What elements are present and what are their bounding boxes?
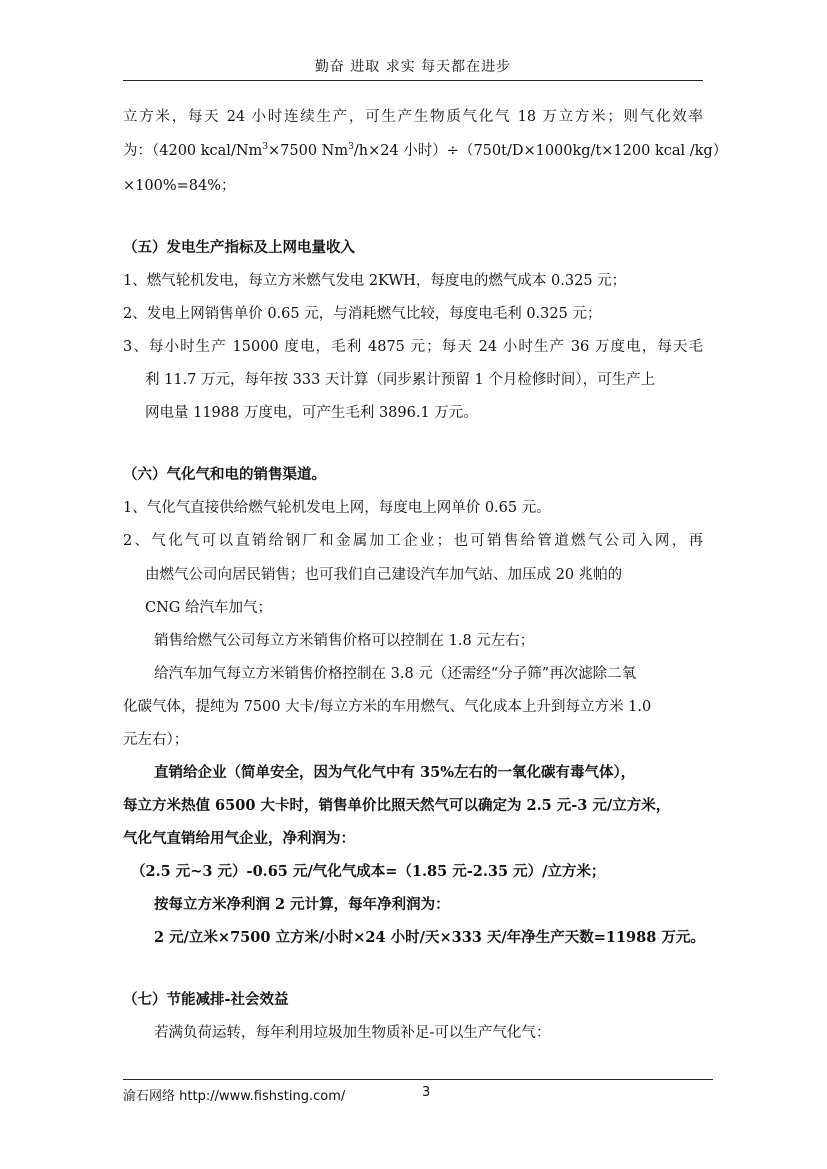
s6-bold-line-3: 气化气直销给用气企业，净利润为： xyxy=(123,830,355,847)
s6-bold-formula-1: （2.5 元~3 元）-0.65 元/气化气成本=（1.85 元-2.35 元）/立方米； xyxy=(131,863,606,880)
page-number: 3 xyxy=(422,1085,431,1100)
s6-bold-line-2: 每立方米热值 6500 大卡时，销售单价比照天然气可以确定为 2.5 元-3 元/立方米， xyxy=(123,797,671,814)
s6-bold-line-4: 按每立方米净利润 2 元计算，每年净利润为： xyxy=(154,896,450,913)
s5-item-1: 1、燃气轮机发电，每立方米燃气发电 2KWH，每度电的燃气成本 0.325 元； xyxy=(123,273,627,289)
footer-site: 渝石网络 http://www.fishsting.com/ xyxy=(123,1089,346,1104)
s6-item-2-cont-2: CNG 给汽车加气； xyxy=(145,600,272,616)
intro-line-2: 为：（4200 kcal/$Nm^3\times 7500$ $Nm^3/h\times 24$ 小时）÷（750t/D×1000kg/t×1200 kcal /kg） xyxy=(123,142,728,159)
header-rule xyxy=(123,80,703,81)
footer-rule xyxy=(123,1079,713,1080)
section-6-heading: （六）气化气和电的销售渠道。 xyxy=(123,466,326,483)
s5-item-3: 3、每小时生产 15000 度电，毛利 4875 元；每天 24 小时生产 36 万度电，每天毛 xyxy=(123,339,703,355)
s6-bold-line-1: 直销给企业（简单安全，因为气化气中有 35%左右的一氧化碳有毒气体）， xyxy=(154,764,636,781)
section-5-heading: （五）发电生产指标及上网电量收入 xyxy=(123,239,355,256)
s7-para-1: 若满负荷运转，每年利用垃圾加生物质补足-可以生产气化气： xyxy=(154,1025,551,1041)
s6-para-car-gas-1: 给汽车加气每立方米销售价格控制在 3.8 元（还需经“分子筛”再次滤除二氧 xyxy=(154,666,637,682)
s6-item-2-cont-1: 由燃气公司向居民销售；也可我们自己建设汽车加气站、加压成 20 兆帕的 xyxy=(145,567,623,583)
s5-item-3-cont-2: 网电量 11988 万度电，可产生毛利 3896.1 万元。 xyxy=(145,405,478,421)
page-header: 勤奋 进取 求实 每天都在进步 xyxy=(314,59,512,75)
s6-item-1: 1、气化气直接供给燃气轮机发电上网，每度电上网单价 0.65 元。 xyxy=(123,500,551,516)
s5-item-2: 2、发电上网销售单价 0.65 元，与消耗燃气比较，每度电毛利 0.325 元； xyxy=(123,306,602,322)
s6-bold-formula-2: 2 元/立米×7500 立方米/小时×24 小时/天×333 天/年净生产天数=11988 万元。 xyxy=(154,929,705,946)
s6-item-2: 2、气化气可以直销给钢厂和金属加工企业；也可销售给管道燃气公司入网，再 xyxy=(123,533,703,549)
intro-line-1: 立方米，每天 24 小时连续生产，可生产生物质气化气 18 万立方米；则气化效率 xyxy=(123,109,703,125)
s6-para-car-gas-2: 化碳气体，提纯为 7500 大卡/每立方米的车用燃气、气化成本上升到每立方米 1.0 xyxy=(123,699,652,715)
intro-line-3: ×100%=84%； xyxy=(123,178,236,194)
s6-para-gas-company: 销售给燃气公司每立方米销售价格可以控制在 1.8 元左右； xyxy=(154,633,535,649)
s6-para-car-gas-3: 元左右）； xyxy=(123,732,189,748)
section-7-heading: （七）节能减排-社会效益 xyxy=(123,991,289,1008)
s5-item-3-cont-1: 利 11.7 万元，每年按 333 天计算（同步累计预留 1 个月检修时间），可生产上 xyxy=(145,372,656,388)
